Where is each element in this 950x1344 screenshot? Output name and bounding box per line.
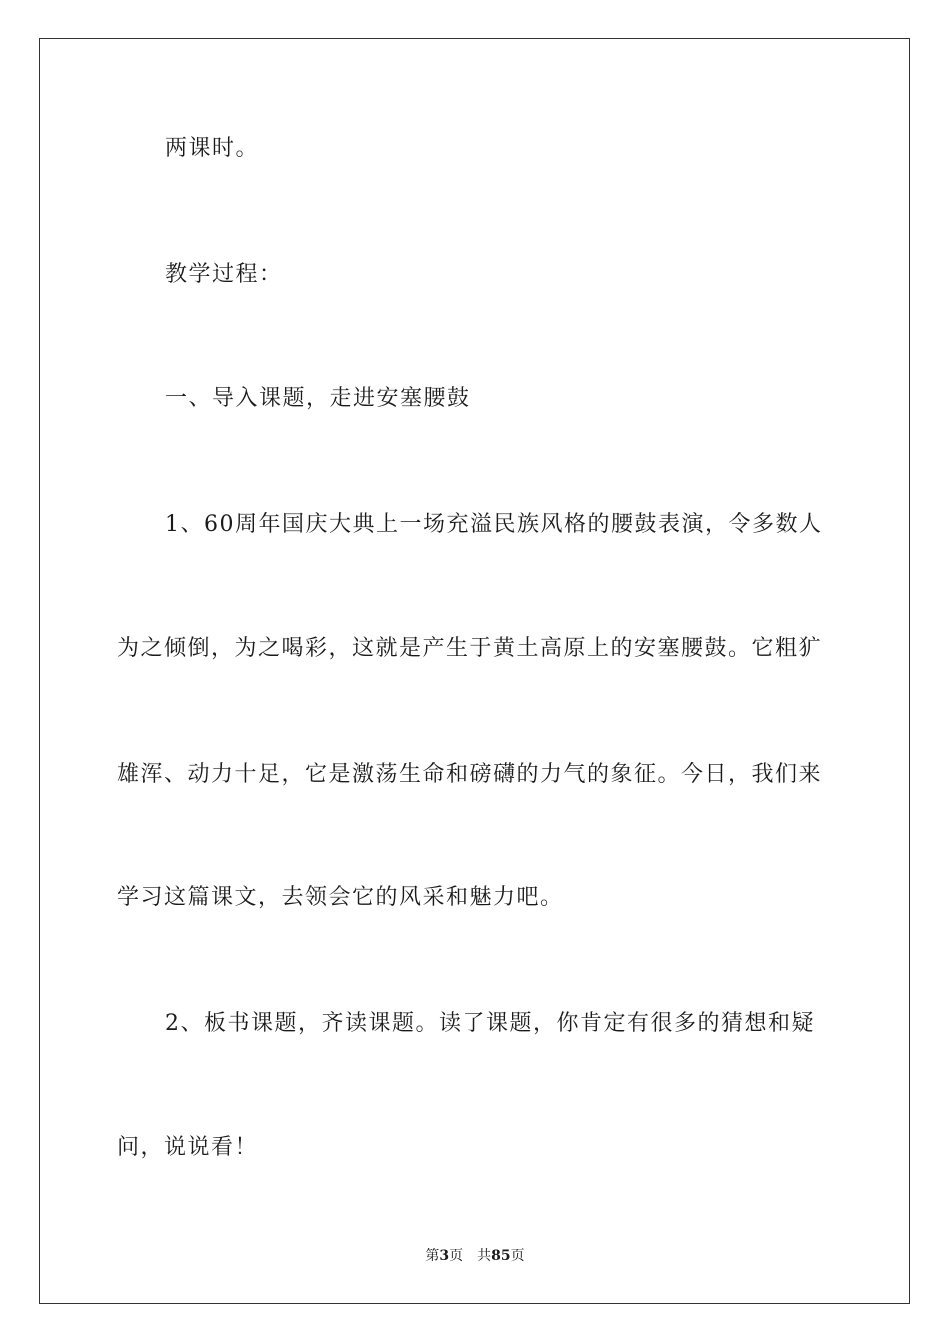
page-frame	[39, 38, 910, 1304]
page-number: 3	[439, 1248, 450, 1264]
page-suffix: 页	[449, 1248, 464, 1264]
paragraph-line: 1、60周年国庆大典上一场充溢民族风格的腰鼓表演，令多数人	[165, 512, 823, 537]
total-prefix: 共	[477, 1248, 492, 1264]
paragraph-line: 为之倾倒，为之喝彩，这就是产生于黄土高原上的安塞腰鼓。它粗犷	[117, 636, 823, 661]
page-prefix: 第	[425, 1248, 440, 1264]
section-heading: 一、导入课题，走进安塞腰鼓	[165, 386, 471, 411]
paragraph-line: 2、板书课题，齐读课题。读了课题，你肯定有很多的猜想和疑	[165, 1011, 815, 1036]
total-pages: 85	[491, 1248, 511, 1264]
paragraph-line: 学习这篇课文，去领会它的风采和魅力吧。	[117, 885, 564, 910]
section-heading: 教学过程：	[165, 262, 283, 287]
page-footer	[0, 1247, 950, 1265]
paragraph-line: 问，说说看！	[117, 1135, 259, 1160]
total-suffix: 页	[510, 1248, 525, 1264]
paragraph-line: 两课时。	[165, 136, 260, 161]
paragraph-line: 雄浑、动力十足，它是激荡生命和磅礴的力气的象征。今日，我们来	[117, 762, 823, 787]
